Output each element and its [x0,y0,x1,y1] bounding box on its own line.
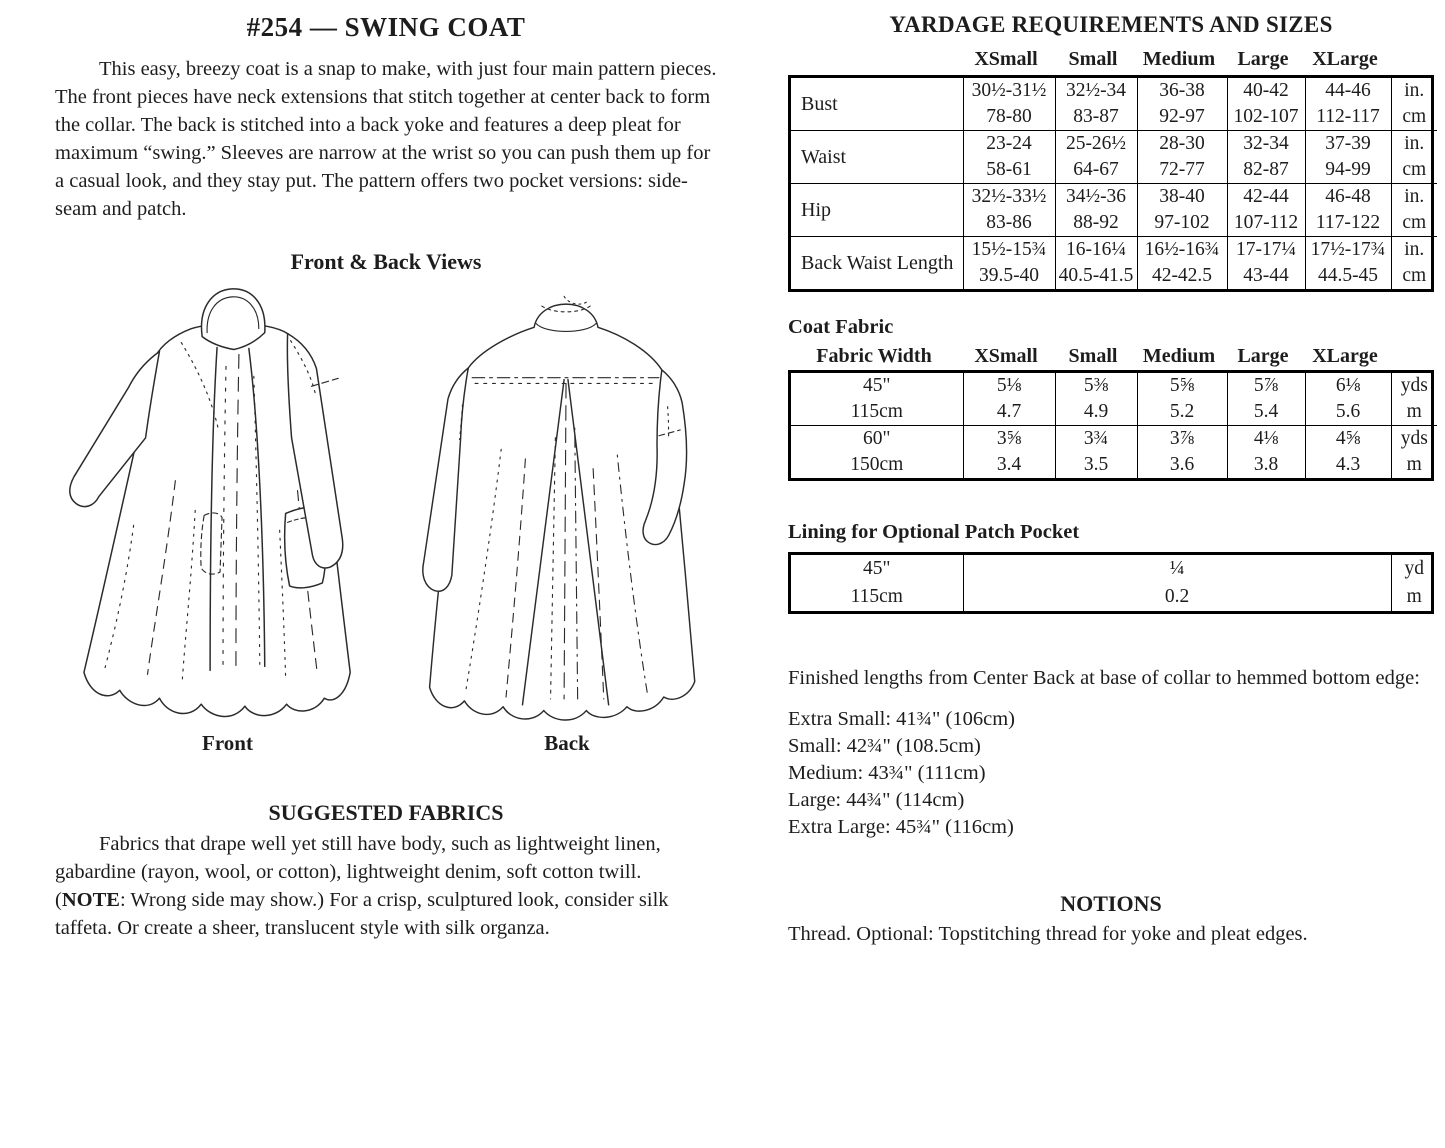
page-title: #254 — SWING COAT [246,12,526,42]
fabric-width-cell: 150cm [850,454,904,475]
table-cell: 32-34 [1227,131,1305,158]
fabric-width-cell: 60" [791,426,963,453]
table-cell: 92-97 [1137,104,1227,131]
table-cell: ¼ [963,555,1391,583]
table-cell: 17-17¼ [1227,237,1305,264]
table-cell: 3.8 [1227,452,1305,478]
fabric-width-cell: 45" [863,558,891,579]
table-cell: 3⅞ [1137,426,1227,453]
sizes-column-headers [788,48,1434,71]
table-cell: 4.3 [1305,452,1391,478]
unit-cell: cm [1391,210,1437,237]
coat-illustrations [55,277,717,729]
row-label: Waist [791,131,963,184]
list-item: Medium: 43¾" (111cm) [788,762,986,784]
table-cell: 25-26½ [1055,131,1137,158]
table-cell: 15½-15¾ [963,237,1055,264]
left-column [55,12,717,942]
table-row-115cm [791,399,1437,426]
table-row-hip [791,184,1437,211]
figure-labels [55,731,717,756]
table-cell: 36-38 [1137,78,1227,104]
table-cell: 3.4 [963,452,1055,478]
table-cell: 43-44 [1227,263,1305,289]
table-cell: 34½-36 [1055,184,1137,211]
finished-lengths-list [788,706,1434,841]
column-header-large: Large [1237,48,1289,70]
table-cell: 4⅛ [1227,426,1305,453]
finished-lengths-intro: Finished lengths from Center Back at base of collar to hemmed bottom edge: [788,667,1420,689]
column-header-xsmall: XSmall [974,48,1038,70]
table-cell: 16½-16¾ [1137,237,1227,264]
list-item: Large: 44¾" (114cm) [788,789,965,811]
table-cell: 72-77 [1137,157,1227,184]
table-row-60in [791,426,1437,453]
notions-text: Thread. Optional: Topstitching thread for yoke and pleat edges. [788,923,1308,945]
table-cell: 3.5 [1055,452,1137,478]
table-cell: 5⅞ [1227,373,1305,399]
table-row-bust [791,78,1437,104]
suggested-fabrics-paragraph [55,830,717,942]
front-view-label: Front [202,731,253,755]
table-cell: 28-30 [1137,131,1227,158]
unit-cell: in. [1391,78,1437,104]
coat-fabric-table [788,370,1434,481]
suggested-fabrics-heading: SUGGESTED FABRICS [268,800,504,825]
table-cell: 78-80 [963,104,1055,131]
column-header-small: Small [1068,48,1118,70]
column-header-xsmall: XSmall [974,345,1038,367]
column-header-large: Large [1237,345,1289,367]
views-heading: Front & Back Views [290,249,482,274]
table-cell: 83-87 [1055,104,1137,131]
row-label: Back Waist Length [791,237,963,290]
list-item: Extra Large: 45¾" (116cm) [788,816,1014,838]
right-column [788,12,1434,946]
fabrics-text-after-note: : Wrong side may show.) For a crisp, sculptured look, consider silk taffeta. Or create a sheer, translucent style with silk organza. [55,889,669,939]
lining-heading: Lining for Optional Patch Pocket [788,521,1080,543]
table-cell: 39.5-40 [963,263,1055,289]
unit-cell: m [1391,452,1437,478]
list-item: Small: 42¾" (108.5cm) [788,735,981,757]
table-cell: 32½-33½ [963,184,1055,211]
intro-paragraph: This easy, breezy coat is a snap to make, with just four main pattern pieces. The front pieces have neck extensions that stitch together at center back to form the collar. The back is stitched into a back yoke and features a deep pleat for maximum “swing.” Sleeves are narrow at the wrist so you can push them up for a casual look, and they stay put. The pattern offers two pocket versions: side-seam and patch. [55,58,717,220]
table-cell: 4.7 [963,399,1055,426]
table-cell: 97-102 [1137,210,1227,237]
table-cell: 5.4 [1227,399,1305,426]
fabric-width-header: Fabric Width [816,345,932,367]
yardage-heading: YARDAGE REQUIREMENTS AND SIZES [889,12,1333,37]
unit-cell: cm [1391,104,1437,131]
table-cell: 6⅛ [1305,373,1391,399]
table-cell: 64-67 [1055,157,1137,184]
table-cell: 117-122 [1305,210,1391,237]
list-item: Extra Small: 41¾" (106cm) [788,708,1015,730]
table-cell: 42-42.5 [1137,263,1227,289]
table-cell: 4.9 [1055,399,1137,426]
unit-cell: yds [1391,373,1437,399]
table-row-150cm [791,452,1437,478]
fabrics-note-word: NOTE [61,889,120,911]
table-cell: 83-86 [963,210,1055,237]
table-cell: 44-46 [1305,78,1391,104]
table-cell: 38-40 [1137,184,1227,211]
back-view-label: Back [544,731,590,755]
table-row-lining-115cm [791,583,1437,611]
column-header-small: Small [1068,345,1118,367]
column-header-xlarge: XLarge [1312,345,1378,367]
unit-cell: cm [1391,157,1437,184]
table-cell: 40-42 [1227,78,1305,104]
unit-cell: in. [1391,237,1437,264]
table-cell: 23-24 [963,131,1055,158]
table-cell: 30½-31½ [963,78,1055,104]
unit-cell: in. [1391,131,1437,158]
unit-cell: yds [1391,426,1437,453]
coat-fabric-column-headers [788,345,1434,368]
notions-heading: NOTIONS [1060,891,1162,916]
table-row-waist [791,131,1437,158]
table-cell: 4⅝ [1305,426,1391,453]
table-cell: 5.6 [1305,399,1391,426]
unit-cell: m [1391,583,1437,611]
table-row-45in [791,373,1437,399]
table-cell: 3⅝ [963,426,1055,453]
unit-cell: cm [1391,263,1437,289]
fabric-width-cell: 115cm [850,401,903,422]
fabric-width-cell: 115cm [850,586,903,607]
table-cell: 107-112 [1227,210,1305,237]
table-cell: 5⅝ [1137,373,1227,399]
fabrics-text-before-note: Fabrics that drape well yet still have body, such as lightweight linen, gabardine (rayon, wool, or cotton), lightweight denim, soft cotton twill. ( [55,833,661,911]
table-cell: 82-87 [1227,157,1305,184]
coat-front-collar [202,289,265,350]
column-header-xlarge: XLarge [1312,48,1378,70]
table-cell: 37-39 [1305,131,1391,158]
back-view-illustration [417,277,717,729]
row-label: Bust [801,93,838,115]
lining-table [788,552,1434,614]
column-header-medium: Medium [1142,48,1216,70]
body-measurements-table [788,75,1434,292]
table-cell: 88-92 [1055,210,1137,237]
unit-cell: m [1391,399,1437,426]
table-cell: 3.6 [1137,452,1227,478]
table-cell: 112-117 [1305,104,1391,131]
table-cell: 102-107 [1227,104,1305,131]
table-cell: 44.5-45 [1305,263,1391,289]
table-cell: 5.2 [1137,399,1227,426]
table-cell: 5⅜ [1055,373,1137,399]
fabric-width-cell: 45" [863,375,891,396]
unit-cell: yd [1391,555,1437,583]
row-label: Hip [791,184,963,237]
unit-cell: in. [1391,184,1437,211]
table-cell: 46-48 [1305,184,1391,211]
table-cell: 17½-17¾ [1305,237,1391,264]
table-cell: 94-99 [1305,157,1391,184]
front-view-illustration [55,277,400,729]
table-cell: 32½-34 [1055,78,1137,104]
table-cell: 16-16¼ [1055,237,1137,264]
table-row-lining-45in [791,555,1437,583]
table-row-back-waist-length [791,237,1437,264]
table-cell: 3¾ [1055,426,1137,453]
coat-fabric-heading: Coat Fabric [788,316,894,338]
table-cell: 0.2 [963,583,1391,611]
table-cell: 5⅛ [963,373,1055,399]
column-header-medium: Medium [1142,345,1216,367]
table-cell: 42-44 [1227,184,1305,211]
table-cell: 58-61 [963,157,1055,184]
table-cell: 40.5-41.5 [1055,263,1137,289]
